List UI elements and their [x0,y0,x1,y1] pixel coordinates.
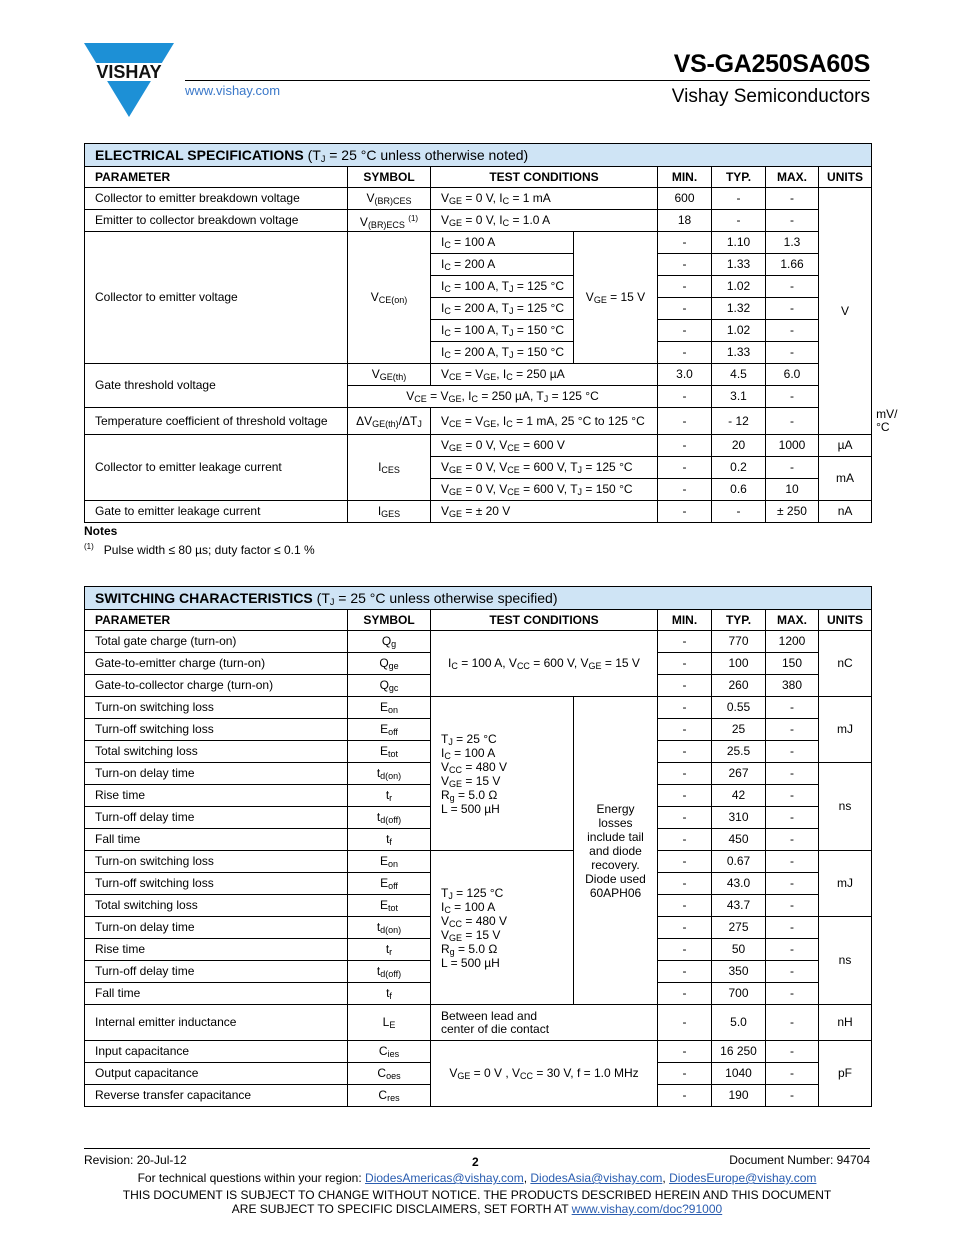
table-cell: Turn-on switching loss [85,697,348,719]
table-row [85,364,872,386]
table-cell: 0.6 [712,479,766,501]
vishay-logo [82,43,176,119]
table-cell: - [766,917,819,939]
table-row [85,188,872,210]
table-cell: - [766,939,819,961]
table-cell: nA [819,501,872,523]
table-cell: - [766,1005,819,1041]
table-cell: - [766,457,819,479]
table-cell: $Q_{gc}$ [348,675,431,697]
table-cell: $V_{CE} = V_{GE}$, $I_C = 1$ mA, 25 °C to 125 °C [431,408,658,435]
table-cell: 5.0 [712,1005,766,1041]
table-cell: - [658,457,712,479]
table-cell: - [766,386,819,408]
table-cell: 1.32 [712,298,766,320]
table-cell: Turn-off switching loss [85,719,348,741]
table-cell: - [712,210,766,232]
table-cell: $V_{(BR)ECS}$ $^{(1)}$ [348,210,431,232]
document-title: VS-GA250SA60S [673,50,870,78]
table-cell: - [766,895,819,917]
table-cell: $I_C = 100$ A [431,232,574,254]
table-cell: - [766,851,819,873]
table-cell: 50 [712,939,766,961]
table-cell: $L_E$ [348,1005,431,1041]
table-cell: - [766,1063,819,1085]
table-cell: nC [819,631,872,697]
table-cell: $t_f$ [348,829,431,851]
table-cell: Reverse transfer capacitance [85,1085,348,1107]
table-cell: $I_C = 100$ A, $V_{CC} = 600$ V, $V_{GE} = 15$ V [431,631,658,697]
table-cell: - [766,719,819,741]
table-cell: $I_C = 100$ A, $T_J = 150$ °C [431,320,574,342]
table-cell: Internal emitter inductance [85,1005,348,1041]
table-cell: $E_{off}$ [348,719,431,741]
table-cell: 0.2 [712,457,766,479]
test-condition-group: $T_J = 25$ °C $I_C = 100$ A $V_{CC} = 480$ V $V_{GE} = 15$ V $R_g = 5.0$ Ω L = 500 µH [431,697,574,851]
table-cell: - [658,895,712,917]
table-cell: 1.66 [766,254,819,276]
note-marker: (1) [84,542,94,551]
table-cell: - [766,961,819,983]
table-cell: - [658,675,712,697]
table-cell: Fall time [85,983,348,1005]
table-cell: Gate-to-collector charge (turn-on) [85,675,348,697]
table-cell: $E_{on}$ [348,851,431,873]
table-cell: 25 [712,719,766,741]
table-cell: 3.0 [658,364,712,386]
table-cell: Collector to emitter breakdown voltage [85,188,348,210]
table-cell: - [766,697,819,719]
table-cell: - [658,232,712,254]
table-row [85,631,872,653]
table-cell: - [658,873,712,895]
table-cell: 1200 [766,631,819,653]
notes-heading: Notes [84,524,118,538]
table-cell: - [658,829,712,851]
table-cell: $E_{tot}$ [348,895,431,917]
table-cell: Collector to emitter voltage [85,232,348,364]
table-cell: $V_{GE} = 0$ V, $V_{CE} = 600$ V, $T_J = 125$ °C [431,457,658,479]
table-cell: - [658,961,712,983]
header-max: MAX. [766,167,819,188]
table-cell: - [658,386,712,408]
table-cell: $t_f$ [348,983,431,1005]
table-cell: mJ [819,851,872,917]
table-row [85,1005,872,1041]
table-cell: - [766,785,819,807]
table-cell: - [658,254,712,276]
table-cell: - [658,851,712,873]
table-cell: $V_{CE} = V_{GE}$, $I_C = 250$ µA [431,364,658,386]
table-title: SWITCHING CHARACTERISTICS ($T_J = 25$ °C unless otherwise specified) [85,587,872,610]
header-symbol: SYMBOL [348,167,431,188]
table-cell: Between lead and center of die contact [431,1005,658,1041]
table-cell: 450 [712,829,766,851]
header-max: MAX. [766,610,819,631]
table-cell: Turn-on delay time [85,763,348,785]
disclaimer-link[interactable]: www.vishay.com/doc?91000 [571,1202,723,1216]
table-row [85,167,872,188]
note-1 [84,542,315,557]
table-cell: 275 [712,917,766,939]
table-cell: Gate-to-emitter charge (turn-on) [85,653,348,675]
table-row [85,144,872,167]
header-min: MIN. [658,610,712,631]
table-cell: Temperature coefficient of threshold voltage [85,408,348,435]
header-parameter: PARAMETER [85,167,348,188]
footer-divider [84,1148,870,1149]
table-cell: 43.7 [712,895,766,917]
table-cell: - [766,1041,819,1063]
table-cell: Input capacitance [85,1041,348,1063]
table-cell: 10 [766,479,819,501]
table-cell: Fall time [85,829,348,851]
table-cell: 350 [712,961,766,983]
email-europe-link[interactable]: DiodesEurope@vishay.com [669,1171,817,1185]
table-cell: 20 [712,435,766,457]
document-number: Document Number: 94704 [729,1153,870,1167]
table-cell: - [658,501,712,523]
table-cell: - [766,1085,819,1107]
table-cell: ± 250 [766,501,819,523]
email-americas-link[interactable]: DiodesAmericas@vishay.com [365,1171,524,1185]
table-cell: $I_C = 200$ A, $T_J = 150$ °C [431,342,574,364]
header-test-conditions: TEST CONDITIONS [431,167,658,188]
table-cell: 1.02 [712,320,766,342]
table-cell: - [658,983,712,1005]
table-cell: $C_{ies}$ [348,1041,431,1063]
table-row [85,610,872,631]
table-cell: 6.0 [766,364,819,386]
table-cell: 42 [712,785,766,807]
disclaimer: THIS DOCUMENT IS SUBJECT TO CHANGE WITHOUT NOTICE. THE PRODUCTS DESCRIBED HEREIN AND THIS DOCUMENT ARE SUBJECT TO SPECIFIC DISCLAIMERS, SET FORTH AT www.vishay.com/doc?91000 [122,1188,832,1216]
table-cell: - [658,653,712,675]
table-cell: Emitter to collector breakdown voltage [85,210,348,232]
document-subtitle: Vishay Semiconductors [671,86,870,107]
table-cell: Gate to emitter leakage current [85,501,348,523]
table-cell: $t_{d(off)}$ [348,807,431,829]
table-cell: 1.33 [712,254,766,276]
table-cell: - [658,479,712,501]
table-cell: - [658,939,712,961]
table-cell: Total gate charge (turn-on) [85,631,348,653]
table-cell: 267 [712,763,766,785]
table-cell: $C_{res}$ [348,1085,431,1107]
table-cell: - [766,298,819,320]
table-cell: Turn-on switching loss [85,851,348,873]
table-row [85,697,872,719]
table-cell: - [766,408,819,435]
table-cell: - [658,719,712,741]
table-cell: 43.0 [712,873,766,895]
table-cell: 18 [658,210,712,232]
table-cell: - [766,983,819,1005]
table-cell: $V_{GE}$ = ± 20 V [431,501,658,523]
table-cell: 1.3 [766,232,819,254]
table-cell: $C_{oes}$ [348,1063,431,1085]
table-cell: - [658,1085,712,1107]
table-cell: $E_{on}$ [348,697,431,719]
table-cell: $V_{GE} = 0$ V , $V_{CC} = 30$ V, f = 1.0 MHz [431,1041,658,1107]
table-cell: Total switching loss [85,741,348,763]
table-cell: $V_{GE} = 0$ V, $V_{CE} = 600$ V [431,435,658,457]
table-cell: - [658,298,712,320]
notes-section [84,524,315,557]
table-cell: $\Delta V_{GE(th)}/\Delta T_J$ [348,408,431,435]
email-asia-link[interactable]: DiodesAsia@vishay.com [530,1171,663,1185]
switching-characteristics-table [84,586,872,1107]
table-cell: pF [819,1041,872,1107]
table-cell: - [658,631,712,653]
table-cell: $I_C = 200$ A, $T_J = 125$ °C [431,298,574,320]
table-cell: µA [819,435,872,457]
table-cell: - [766,829,819,851]
header-min: MIN. [658,167,712,188]
table-cell: - [766,741,819,763]
table-cell: $E_{off}$ [348,873,431,895]
table-cell: 1000 [766,435,819,457]
table-cell: Turn-on delay time [85,917,348,939]
table-cell: 380 [766,675,819,697]
table-cell: $V_{(BR)CES}$ [348,188,431,210]
table-cell: Turn-off switching loss [85,873,348,895]
table-cell: - [766,210,819,232]
table-cell: Output capacitance [85,1063,348,1085]
table-cell: $I_{GES}$ [348,501,431,523]
table-cell: 1.10 [712,232,766,254]
table-cell: - [658,807,712,829]
table-cell: 4.5 [712,364,766,386]
table-cell: Turn-off delay time [85,961,348,983]
table-cell: 25.5 [712,741,766,763]
table-cell: - [658,342,712,364]
table-cell: $I_C = 200$ A [431,254,574,276]
table-cell: - [766,320,819,342]
unit-volts: V [819,188,872,435]
table-cell: - [658,408,712,435]
table-row [85,501,872,523]
table-cell: 1.33 [712,342,766,364]
table-cell: 700 [712,983,766,1005]
table-cell: mJ [819,697,872,763]
header-typ: TYP. [712,167,766,188]
table-cell: - [658,917,712,939]
table-row [85,851,872,873]
table-cell: nH [819,1005,872,1041]
table-cell: - [766,276,819,298]
table-cell: 310 [712,807,766,829]
table-cell: mA [819,457,872,501]
table-row: Temperature coefficient of threshold voltage $\Delta V_{GE(th)}/\Delta T_J$ $V_{CE} = V_{GE}$, $I_C = 1$ mA, 25 °C to 125 °C - - 12 - mV/°C [85,408,872,435]
table-cell: $t_{d(off)}$ [348,961,431,983]
header-typ: TYP. [712,610,766,631]
table-cell: $V_{CE(on)}$ [348,232,431,364]
table-cell: - [658,1063,712,1085]
table-cell: 3.1 [712,386,766,408]
table-cell: - [766,188,819,210]
table-cell: ns [819,763,872,851]
note-text: Pulse width ≤ 80 µs; duty factor ≤ 0.1 % [103,543,315,557]
page-number: 2 [472,1155,479,1169]
header-url-link[interactable]: www.vishay.com [185,83,281,98]
table-cell: Total switching loss [85,895,348,917]
table-cell: $V_{GE(th)}$ [348,364,431,386]
table-cell: Collector to emitter leakage current [85,435,348,501]
table-cell: - [658,785,712,807]
table-cell: $V_{GE} = 0$ V, $I_C = 1$ mA [431,188,658,210]
test-condition-group: $T_J = 125$ °C $I_C = 100$ A $V_{CC} = 480$ V $V_{GE} = 15$ V $R_g = 5.0$ Ω L = 500 µH [431,851,574,1005]
table-cell: - [658,276,712,298]
table-cell: $t_r$ [348,939,431,961]
table-row [85,1041,872,1063]
table-cell: $t_r$ [348,785,431,807]
table-cell: $V_{GE} = 15$ V [574,232,658,364]
contact-line: For technical questions within your region: DiodesAmericas@vishay.com, DiodesAsia@vishay.com, DiodesEurope@vishay.com [137,1171,817,1185]
table-cell: Gate threshold voltage [85,364,348,408]
table-cell: 1040 [712,1063,766,1085]
table-cell: $V_{GE} = 0$ V, $V_{CE} = 600$ V, $T_J = 150$ °C [431,479,658,501]
table-cell: $Q_{ge}$ [348,653,431,675]
table-cell: - [658,320,712,342]
table-row [85,210,872,232]
table-cell: $I_C = 100$ A, $T_J = 125$ °C [431,276,574,298]
table-cell: 190 [712,1085,766,1107]
table-cell: 260 [712,675,766,697]
table-cell: - [766,873,819,895]
table-cell: - 12 [712,408,766,435]
table-row [85,232,872,254]
table-cell: Rise time [85,939,348,961]
table-cell: Turn-off delay time [85,807,348,829]
table-cell: - [658,435,712,457]
table-cell: 1.02 [712,276,766,298]
table-cell: 770 [712,631,766,653]
energy-loss-note: Energy losses include tail and diode recovery. Diode used 60APH06 [574,697,658,1005]
revision-date: Revision: 20-Jul-12 [84,1153,187,1167]
header-divider [185,80,870,81]
header-test-conditions: TEST CONDITIONS [431,610,658,631]
table-cell: Rise time [85,785,348,807]
table-cell: $V_{CE} = V_{GE}$, $I_C = 250$ µA, $T_J = 125$ °C [348,386,658,408]
table-cell: $t_{d(on)}$ [348,763,431,785]
table-cell: 150 [766,653,819,675]
table-cell: - [658,697,712,719]
table-cell: 0.55 [712,697,766,719]
table-cell: $Q_g$ [348,631,431,653]
table-cell: 100 [712,653,766,675]
table-cell: - [658,1041,712,1063]
table-cell: $E_{tot}$ [348,741,431,763]
table-cell: - [712,188,766,210]
table-cell: 600 [658,188,712,210]
table-cell: - [766,807,819,829]
header-units: UNITS [819,610,872,631]
logo-text: VISHAY [96,62,162,82]
table-cell: - [658,1005,712,1041]
header-parameter: PARAMETER [85,610,348,631]
table-cell: $I_{CES}$ [348,435,431,501]
table-cell: - [766,763,819,785]
table-title: ELECTRICAL SPECIFICATIONS ($T_J = 25$ °C unless otherwise noted) [85,144,872,167]
table-cell: - [766,342,819,364]
table-cell: - [658,763,712,785]
table-row [85,587,872,610]
table-cell: - [658,741,712,763]
table-cell: $t_{d(on)}$ [348,917,431,939]
table-cell: 0.67 [712,851,766,873]
table-cell: ns [819,917,872,1005]
table-cell: - [712,501,766,523]
header-units: UNITS [819,167,872,188]
electrical-specifications-table [84,143,898,523]
table-row [85,435,872,457]
table-cell: $V_{GE} = 0$ V, $I_C = 1.0$ A [431,210,658,232]
table-cell: 16 250 [712,1041,766,1063]
header-symbol: SYMBOL [348,610,431,631]
